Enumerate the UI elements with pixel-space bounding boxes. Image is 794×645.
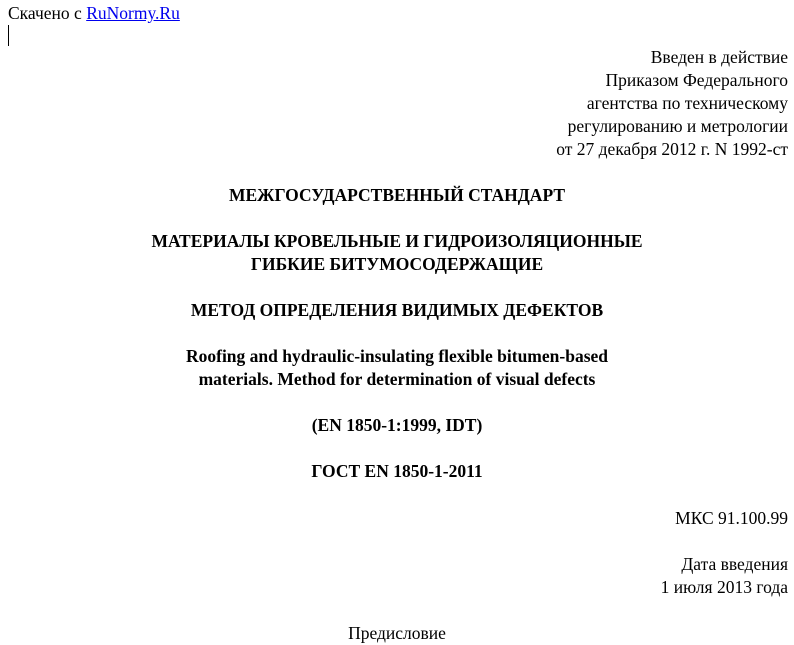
designation-label: ГОСТ EN 1850-1-2011 bbox=[311, 461, 483, 481]
enactment-line: агентства по техническому bbox=[586, 93, 788, 113]
introduction-date: 1 июля 2013 года bbox=[660, 577, 788, 597]
source-link[interactable]: RuNormy.Ru bbox=[86, 3, 180, 23]
enactment-line: Введен в действие bbox=[650, 47, 788, 67]
introduction-label: Дата введения bbox=[681, 554, 788, 574]
equivalence-label: (EN 1850-1:1999, IDT) bbox=[311, 415, 483, 435]
source-prefix: Скачено с bbox=[8, 3, 82, 23]
text-cursor bbox=[8, 25, 9, 46]
enactment-line: регулированию и метрологии bbox=[567, 116, 788, 136]
title-ru-line: МАТЕРИАЛЫ КРОВЕЛЬНЫЕ И ГИДРОИЗОЛЯЦИОННЫЕ bbox=[151, 231, 643, 251]
title-en-block bbox=[0, 345, 794, 391]
standard-type-heading: МЕЖГОСУДАРСТВЕННЫЙ СТАНДАРТ bbox=[228, 185, 566, 205]
mks-code: МКС 91.100.99 bbox=[675, 508, 788, 528]
title-en-line: materials. Method for determination of visual defects bbox=[198, 369, 596, 389]
enactment-block bbox=[556, 46, 788, 161]
method-heading: МЕТОД ОПРЕДЕЛЕНИЯ ВИДИМЫХ ДЕФЕКТОВ bbox=[190, 300, 604, 320]
source-line bbox=[8, 2, 180, 25]
title-en-line: Roofing and hydraulic-insulating flexible bitumen-based bbox=[185, 346, 609, 366]
enactment-line: от 27 декабря 2012 г. N 1992-ст bbox=[556, 139, 788, 159]
title-ru-block bbox=[0, 230, 794, 276]
foreword-title: Предисловие bbox=[348, 623, 446, 643]
enactment-line: Приказом Федерального bbox=[605, 70, 788, 90]
introduction-date-block bbox=[661, 553, 788, 599]
title-ru-line: ГИБКИЕ БИТУМОСОДЕРЖАЩИЕ bbox=[250, 254, 544, 274]
